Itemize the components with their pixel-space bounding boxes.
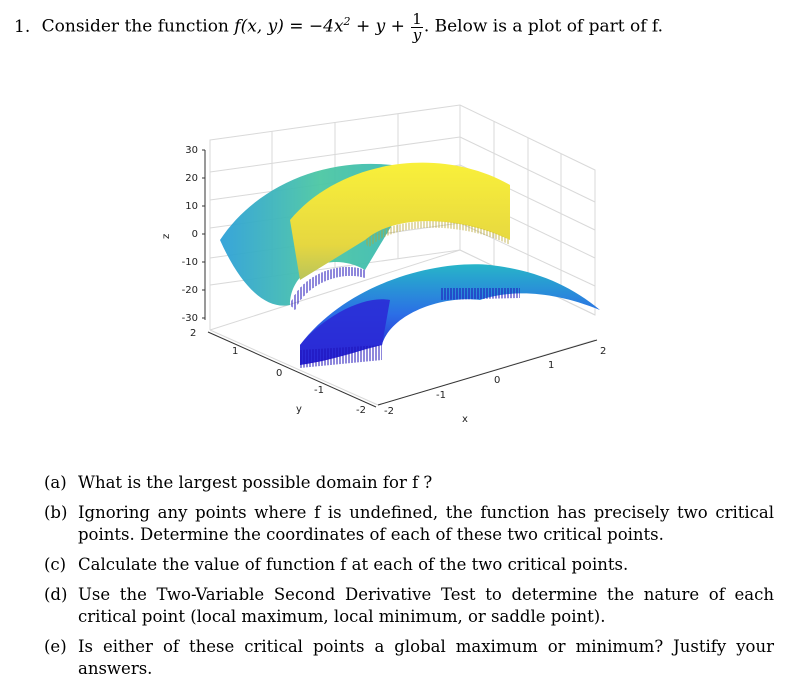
x-tick: -1 xyxy=(436,390,446,401)
y-tick: 2 xyxy=(190,328,197,339)
question-text: Use the Two-Variable Second Derivative Test to determine the nature of each critical point (local maximum, local minimum, or saddle point). xyxy=(78,585,774,626)
fraction-denominator: y xyxy=(412,25,422,44)
problem-statement xyxy=(14,10,663,43)
z-tick: 10 xyxy=(185,201,198,212)
y-tick: -1 xyxy=(314,385,324,396)
y-tick: -2 xyxy=(356,405,366,416)
function-exponent: 2 xyxy=(343,15,351,28)
problem-intro: Consider the function xyxy=(41,16,229,37)
function-mid: + y + xyxy=(355,16,405,37)
lower-surface-hatch-right xyxy=(440,288,520,300)
z-tick: 30 xyxy=(185,145,198,156)
y-tick: 1 xyxy=(232,346,239,357)
question-text: Is either of these critical points a global maximum or minimum? Justify your answers. xyxy=(78,637,774,678)
question-item xyxy=(44,584,774,628)
function-lhs: f(x, y) = −4x xyxy=(234,16,344,37)
fraction-numerator: 1 xyxy=(412,9,422,28)
x-tick: 2 xyxy=(600,346,607,357)
question-item xyxy=(44,554,774,576)
z-tick: -30 xyxy=(181,313,198,324)
x-tick: -2 xyxy=(384,406,394,417)
z-tick: -10 xyxy=(181,257,198,268)
question-label: (c) xyxy=(44,555,67,574)
question-item xyxy=(44,502,774,546)
x-axis xyxy=(378,340,597,405)
z-tick: 20 xyxy=(185,173,198,184)
z-axis-label: z xyxy=(161,233,172,239)
question-label: (d) xyxy=(44,585,68,604)
x-tick: 1 xyxy=(548,360,555,371)
z-tick: -20 xyxy=(181,285,198,296)
surface-plot xyxy=(150,100,610,440)
question-label: (e) xyxy=(44,637,67,656)
x-axis-label: x xyxy=(462,414,468,425)
z-axis xyxy=(202,150,205,320)
question-text: What is the largest possible domain for f ? xyxy=(78,473,433,492)
x-tick: 0 xyxy=(494,375,501,386)
question-list xyxy=(44,472,774,688)
y-tick: 0 xyxy=(276,368,283,379)
question-label: (a) xyxy=(44,473,67,492)
problem-tail: . Below is a plot of part of f. xyxy=(423,16,664,37)
question-item xyxy=(44,472,774,494)
question-item xyxy=(44,636,774,680)
problem-number: 1. xyxy=(14,16,31,37)
question-text: Ignoring any points where f is undefined, the function has precisely two critical points. Determine the coordinates of each of these two critical points. xyxy=(78,503,774,544)
question-text: Calculate the value of function f at each of the two critical points. xyxy=(78,555,629,574)
function-fraction xyxy=(411,9,423,44)
z-tick: 0 xyxy=(191,229,198,240)
y-axis-label: y xyxy=(296,404,302,415)
question-label: (b) xyxy=(44,503,68,522)
